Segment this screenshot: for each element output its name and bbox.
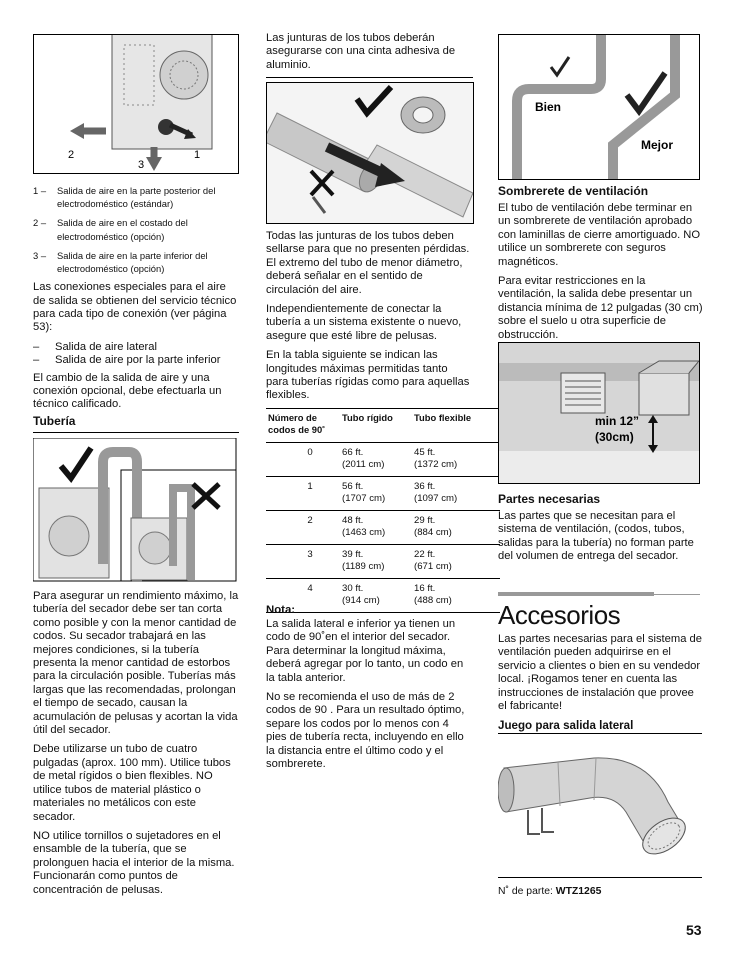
- list-num: 2 –: [33, 217, 47, 229]
- dash-item: [33, 341, 239, 354]
- vent-cap-paragraph: El tubo de ventilación debe terminar en un sombrerete de ventilación aprobado con laminillas de cierre amortiguado. NO utilice un sombrerete con seguros magnéticos.: [498, 202, 701, 268]
- cell-flexible: [412, 477, 500, 511]
- table-intro-paragraph: En la tabla siguiente se indican las longitudes máximas permitidas tanto para tuberías rígidas como para aquellas flexibles.: [266, 349, 470, 402]
- table-row: [266, 511, 500, 545]
- rigid-ft: 56 ft.: [342, 481, 364, 492]
- min-label: min 12”: [595, 414, 640, 428]
- cell-elbows: 1: [266, 477, 340, 511]
- seal-paragraph: Todas las junturas de los tubos deben sellarse para que no presenten pérdidas. El extremo del tubo de menor diámetro, deberá señalar en el sentido de circulación del aire.: [266, 230, 470, 296]
- flex-cm: (1372 cm): [414, 459, 458, 470]
- bien-mejor-figure: [498, 34, 700, 180]
- dash-text: Salida de aire por la parte inferior: [55, 354, 221, 367]
- screws-paragraph: NO utilice tornillos o sujetadores en el ensamble de la tubería, que se prolonguen hacia el interior de la misma. Funcionarán como puntos de concentración de pelusas.: [33, 829, 235, 896]
- clearance-paragraph: Para evitar restricciones en la ventilación, la salida debe presentar un distancia mínima de 12 pulgadas (30 cm) sobre el suelo u otra superficie de obstrucción.: [498, 275, 703, 341]
- nota-heading: Nota:: [266, 604, 296, 616]
- accessories-paragraph: Las partes necesarias para el sistema de ventilación pueden adquirirse en el servicio a clientes o bien en su vendedor local. ¡Rogamos tener en cuenta las instrucciones de instalación que provee el fabricante!: [498, 633, 702, 713]
- part-code: WTZ1265: [555, 886, 602, 897]
- list-num: 1 –: [33, 185, 47, 196]
- flex-ft: 36 ft.: [414, 481, 436, 492]
- rigid-cm: (2011 cm): [342, 459, 385, 470]
- bien-label: Bien: [535, 100, 562, 114]
- list-text: Salida de aire en la parte inferior del electrodoméstico (opción): [57, 249, 208, 275]
- accesorios-section: [498, 600, 704, 736]
- wall-vent-figure: [498, 342, 700, 484]
- section-rule: [498, 592, 654, 596]
- cell-elbows: 4: [266, 579, 340, 613]
- dash-symbol: –: [33, 340, 40, 353]
- sombrerete-heading: Sombrerete de ventilación: [498, 184, 649, 198]
- mejor-label: Mejor: [641, 138, 674, 152]
- cell-rigid: [340, 477, 412, 511]
- list-item: [33, 249, 239, 275]
- list-item: [33, 216, 239, 242]
- dryer-back-figure: [33, 34, 239, 174]
- part-number: [498, 886, 601, 897]
- page-number: 53: [686, 922, 702, 938]
- dash-text: Salida de aire lateral: [55, 340, 157, 353]
- rigid-ft: 39 ft.: [342, 549, 364, 560]
- tape-joint-figure: [266, 82, 474, 224]
- performance-paragraph: Para asegurar un rendimiento máximo, la tubería del secador debe ser tan corta como posible y con la menor cantidad de codos. Su secador trabajará en las mejores condiciones, si la tubería presenta la menor cantidad de estorbos para la circulación posible. Tuberías más largas que las recomendadas, prolongan el tiempo de secado, causan la acumulación de pelusas y acortan la vida útil del secador.: [33, 590, 239, 737]
- pipe-length-table: [266, 408, 500, 613]
- cell-rigid: [340, 443, 412, 477]
- dryer-back-illustration: [34, 35, 238, 173]
- divider: [498, 877, 702, 878]
- table-row: [266, 443, 500, 477]
- tuberia-heading: Tubería: [33, 413, 76, 428]
- dryer-pipe-figure: [33, 438, 237, 582]
- lint-paragraph: Independientemente de conectar la tubería a un sistema existente o nuevo, asegure que esté libre de pelusas.: [266, 303, 462, 342]
- nota-paragraph-1: La salida lateral e inferior ya tienen un codo de 90˚en el interior del secador. Para determinar la longitud máxima, deberá agregar por lo tanto, un codo en la tabla anterior.: [266, 618, 464, 684]
- table-header-row: [266, 409, 500, 443]
- rigid-cm: (914 cm): [342, 595, 380, 606]
- rigid-cm: (1189 cm): [342, 561, 385, 572]
- flex-ft: 29 ft.: [414, 515, 436, 526]
- cell-rigid: [340, 511, 412, 545]
- sombrerete-text: [498, 184, 704, 348]
- flex-cm: (884 cm): [414, 527, 452, 538]
- dryer-pipe-illustration: [33, 438, 237, 582]
- min-cm-label: (30cm): [595, 430, 634, 444]
- header-flexible: Tubo flexible: [412, 409, 500, 443]
- header-elbows: Número de codos de 90˚: [266, 409, 340, 443]
- pipe-size-paragraph: Debe utilizarse un tubo de cuatro pulgadas (aprox. 100 mm). Utilice tubos de metal rígidos o bien flexibles. NO utilice tubos de material plástico o materiales no metálicos con este secador.: [33, 743, 231, 823]
- parts-paragraph: Las partes que se necesitan para el sistema de ventilación, (codos, tubos, salidas para la tubería) no forman parte del volumen de entrega del secador.: [498, 510, 694, 563]
- cell-elbows: 2: [266, 511, 340, 545]
- accesorios-title: Accesorios: [498, 600, 621, 630]
- rigid-cm: (1707 cm): [342, 493, 386, 504]
- dash-item: [33, 354, 239, 367]
- cell-flexible: [412, 443, 500, 477]
- cell-rigid: [340, 545, 412, 579]
- list-item: [33, 184, 239, 210]
- cell-elbows: 3: [266, 545, 340, 579]
- rigid-ft: 30 ft.: [342, 583, 364, 594]
- side-kit-illustration: [498, 742, 702, 874]
- nota-paragraph-2: No se recomienda el uso de más de 2 codos de 90 . Para un resultado óptimo, separe los codos por lo menos con 4 pies de tubería recta, incluyendo en ello la distancia entre el último codo y el sombrerete.: [266, 691, 465, 771]
- flex-cm: (671 cm): [414, 561, 452, 572]
- juego-heading: Juego para salida lateral: [498, 719, 634, 733]
- divider: [498, 733, 702, 734]
- connections-paragraph: Las conexiones especiales para el aire de salida se obtienen del servicio técnico para cada tipo de conexión (ver página 53):: [33, 281, 237, 334]
- partes-text: [498, 492, 704, 570]
- fig-label-1: 1: [194, 149, 201, 161]
- rigid-ft: 48 ft.: [342, 515, 364, 526]
- tape-joint-illustration: [267, 83, 473, 223]
- list-text: Salida de aire en la parte posterior del electrodoméstico (estándar): [57, 185, 216, 210]
- flex-ft: 22 ft.: [414, 549, 436, 560]
- change-paragraph: El cambio de la salida de aire y una conexión opcional, debe efectuarla un técnico calificado.: [33, 371, 222, 411]
- side-kit-figure: [498, 742, 702, 874]
- fig-label-2: 2: [68, 149, 75, 161]
- bien-mejor-illustration: [499, 35, 699, 179]
- cell-flexible: [412, 511, 500, 545]
- section-rule-thin: [654, 594, 700, 595]
- rigid-cm: (1463 cm): [342, 527, 386, 538]
- joints-text: [266, 230, 472, 409]
- divider: [266, 77, 473, 78]
- tuberia-text: [33, 590, 239, 903]
- cell-flexible: [412, 545, 500, 579]
- dash-symbol: –: [33, 354, 40, 367]
- flex-cm: (1097 cm): [414, 493, 458, 504]
- flex-cm: (488 cm): [414, 595, 452, 606]
- table-row: [266, 477, 500, 511]
- divider: [33, 432, 239, 433]
- partes-heading: Partes necesarias: [498, 492, 601, 506]
- header-rigid: Tubo rígido: [340, 409, 412, 443]
- fig-label-3: 3: [138, 159, 145, 171]
- cell-elbows: 0: [266, 443, 340, 477]
- list-text: Salida de aire en el costado del electrodoméstico (opción): [57, 217, 188, 242]
- flex-ft: 45 ft.: [414, 447, 436, 458]
- table-row: [266, 545, 500, 579]
- flex-ft: 16 ft.: [414, 583, 436, 594]
- tape-paragraph: Las junturas de los tubos deberán asegurarse con una cinta adhesiva de aluminio.: [266, 32, 456, 71]
- outlet-list: [33, 184, 239, 432]
- list-num: 3 –: [33, 249, 47, 261]
- wall-vent-illustration: [499, 343, 699, 483]
- part-label: N˚ de parte:: [498, 886, 556, 897]
- nota-block: [266, 604, 472, 777]
- rigid-ft: 66 ft.: [342, 447, 364, 458]
